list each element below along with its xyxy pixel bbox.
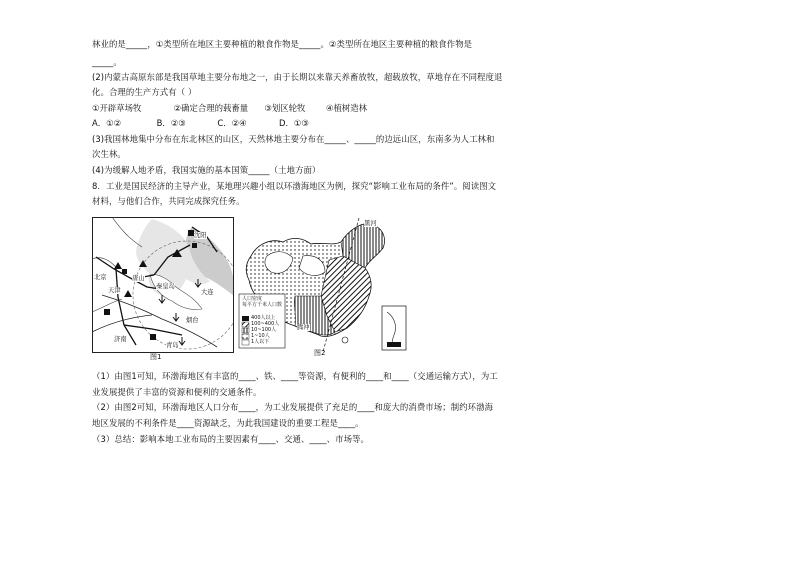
- label-beijing: 北京: [94, 274, 107, 281]
- text-line-13: 地区发展的不利条件是____资源缺乏，为此我国建设的重要工程是____。: [92, 418, 364, 428]
- figure-2-map: [237, 216, 409, 354]
- density-legend: [242, 296, 282, 308]
- text-line-12: （2）由图2可知，环渤海地区人口分布____，为工业发展提供了充足的____和庞大的消费市场；制约环渤海: [92, 402, 494, 412]
- options-row-1: [92, 103, 367, 114]
- option-2: ②确定合理的载畜量: [173, 103, 249, 113]
- text-line-4: 化。合理的生产方式有（ ）: [92, 87, 197, 97]
- legend-item: 10~100人: [251, 327, 277, 333]
- figure-1-map: [92, 217, 234, 353]
- text-line-1: 林业的是_____，①类型所在地区主要种植的粮食作物是_____。②类型所在地区主要种植的粮食作物是: [92, 39, 473, 49]
- label-qinhuangdao: 秦皇岛: [156, 283, 175, 290]
- figure-2-caption: 图2: [314, 349, 326, 357]
- label-qingdao: 青岛: [166, 342, 179, 349]
- label-tianjin: 天津: [108, 287, 121, 294]
- legend-item: 100~400人: [251, 321, 280, 327]
- choice-a: A．①②: [92, 118, 122, 128]
- text-line-6: 次生林。: [92, 149, 126, 159]
- option-1: ①开辟草场牧: [92, 103, 142, 113]
- text-line-9: 材料，与他们合作，共同完成探究任务。: [92, 196, 245, 206]
- label-heihe: 黑河: [364, 220, 377, 227]
- option-4: ④植树造林: [326, 103, 368, 113]
- text-line-5: (3)我国林地集中分布在东北林区的山区，天然林地主要分布在_____、_____的边远山区，东南多为人工林和: [92, 134, 495, 144]
- option-3: ③划区轮牧: [264, 103, 306, 113]
- text-line-10: （1）由图1可知，环渤海地区有丰富的____、铁、____等资源，有便利的____和____（交通运输方式），为工: [92, 371, 498, 381]
- legend-item: 1人以下: [251, 339, 270, 345]
- legend-item: 1~10人: [251, 333, 270, 339]
- label-dalian: 大连: [201, 289, 214, 296]
- label-shenyang: 沈阳: [194, 232, 207, 239]
- label-tangshan: 唐山: [132, 275, 145, 282]
- label-tengchong: 腾冲: [297, 324, 310, 331]
- legend-items: [251, 315, 279, 345]
- text-line-11: 业发展提供了丰富的资源和便利的交通条件。: [92, 387, 262, 397]
- legend-unit: 每平方千米人口数: [242, 302, 283, 308]
- text-line-14: （3）总结：影响本地工业布局的主要因素有____、交通、____、市场等。: [92, 434, 370, 444]
- text-line-3: (2)内蒙古高原东部是我国草地主要分布地之一，由于长期以来靠天养畜放牧，超载放牧，草地存在不同程度退: [92, 72, 503, 82]
- choice-b: B．②③: [156, 118, 186, 128]
- options-row-2: [92, 118, 309, 129]
- text-line-7: (4)为缓解人地矛盾，我国实施的基本国策_____（土地方面）: [92, 165, 321, 175]
- choice-c: C．②④: [217, 118, 247, 128]
- choice-d: D．①③: [279, 118, 309, 128]
- label-yantai: 烟台: [186, 317, 199, 324]
- legend-title: 人口密度: [242, 296, 263, 302]
- legend-item: 400人以上: [251, 315, 276, 321]
- text-line-2: _____。: [92, 57, 122, 67]
- label-jinan: 济南: [114, 336, 127, 343]
- figure-1-caption: 图1: [150, 353, 162, 361]
- text-line-8: 8．工业是国民经济的主导产业，某地理兴趣小组以环渤海地区为例，探究“影响工业布局的条件”。阅读图文: [92, 181, 497, 191]
